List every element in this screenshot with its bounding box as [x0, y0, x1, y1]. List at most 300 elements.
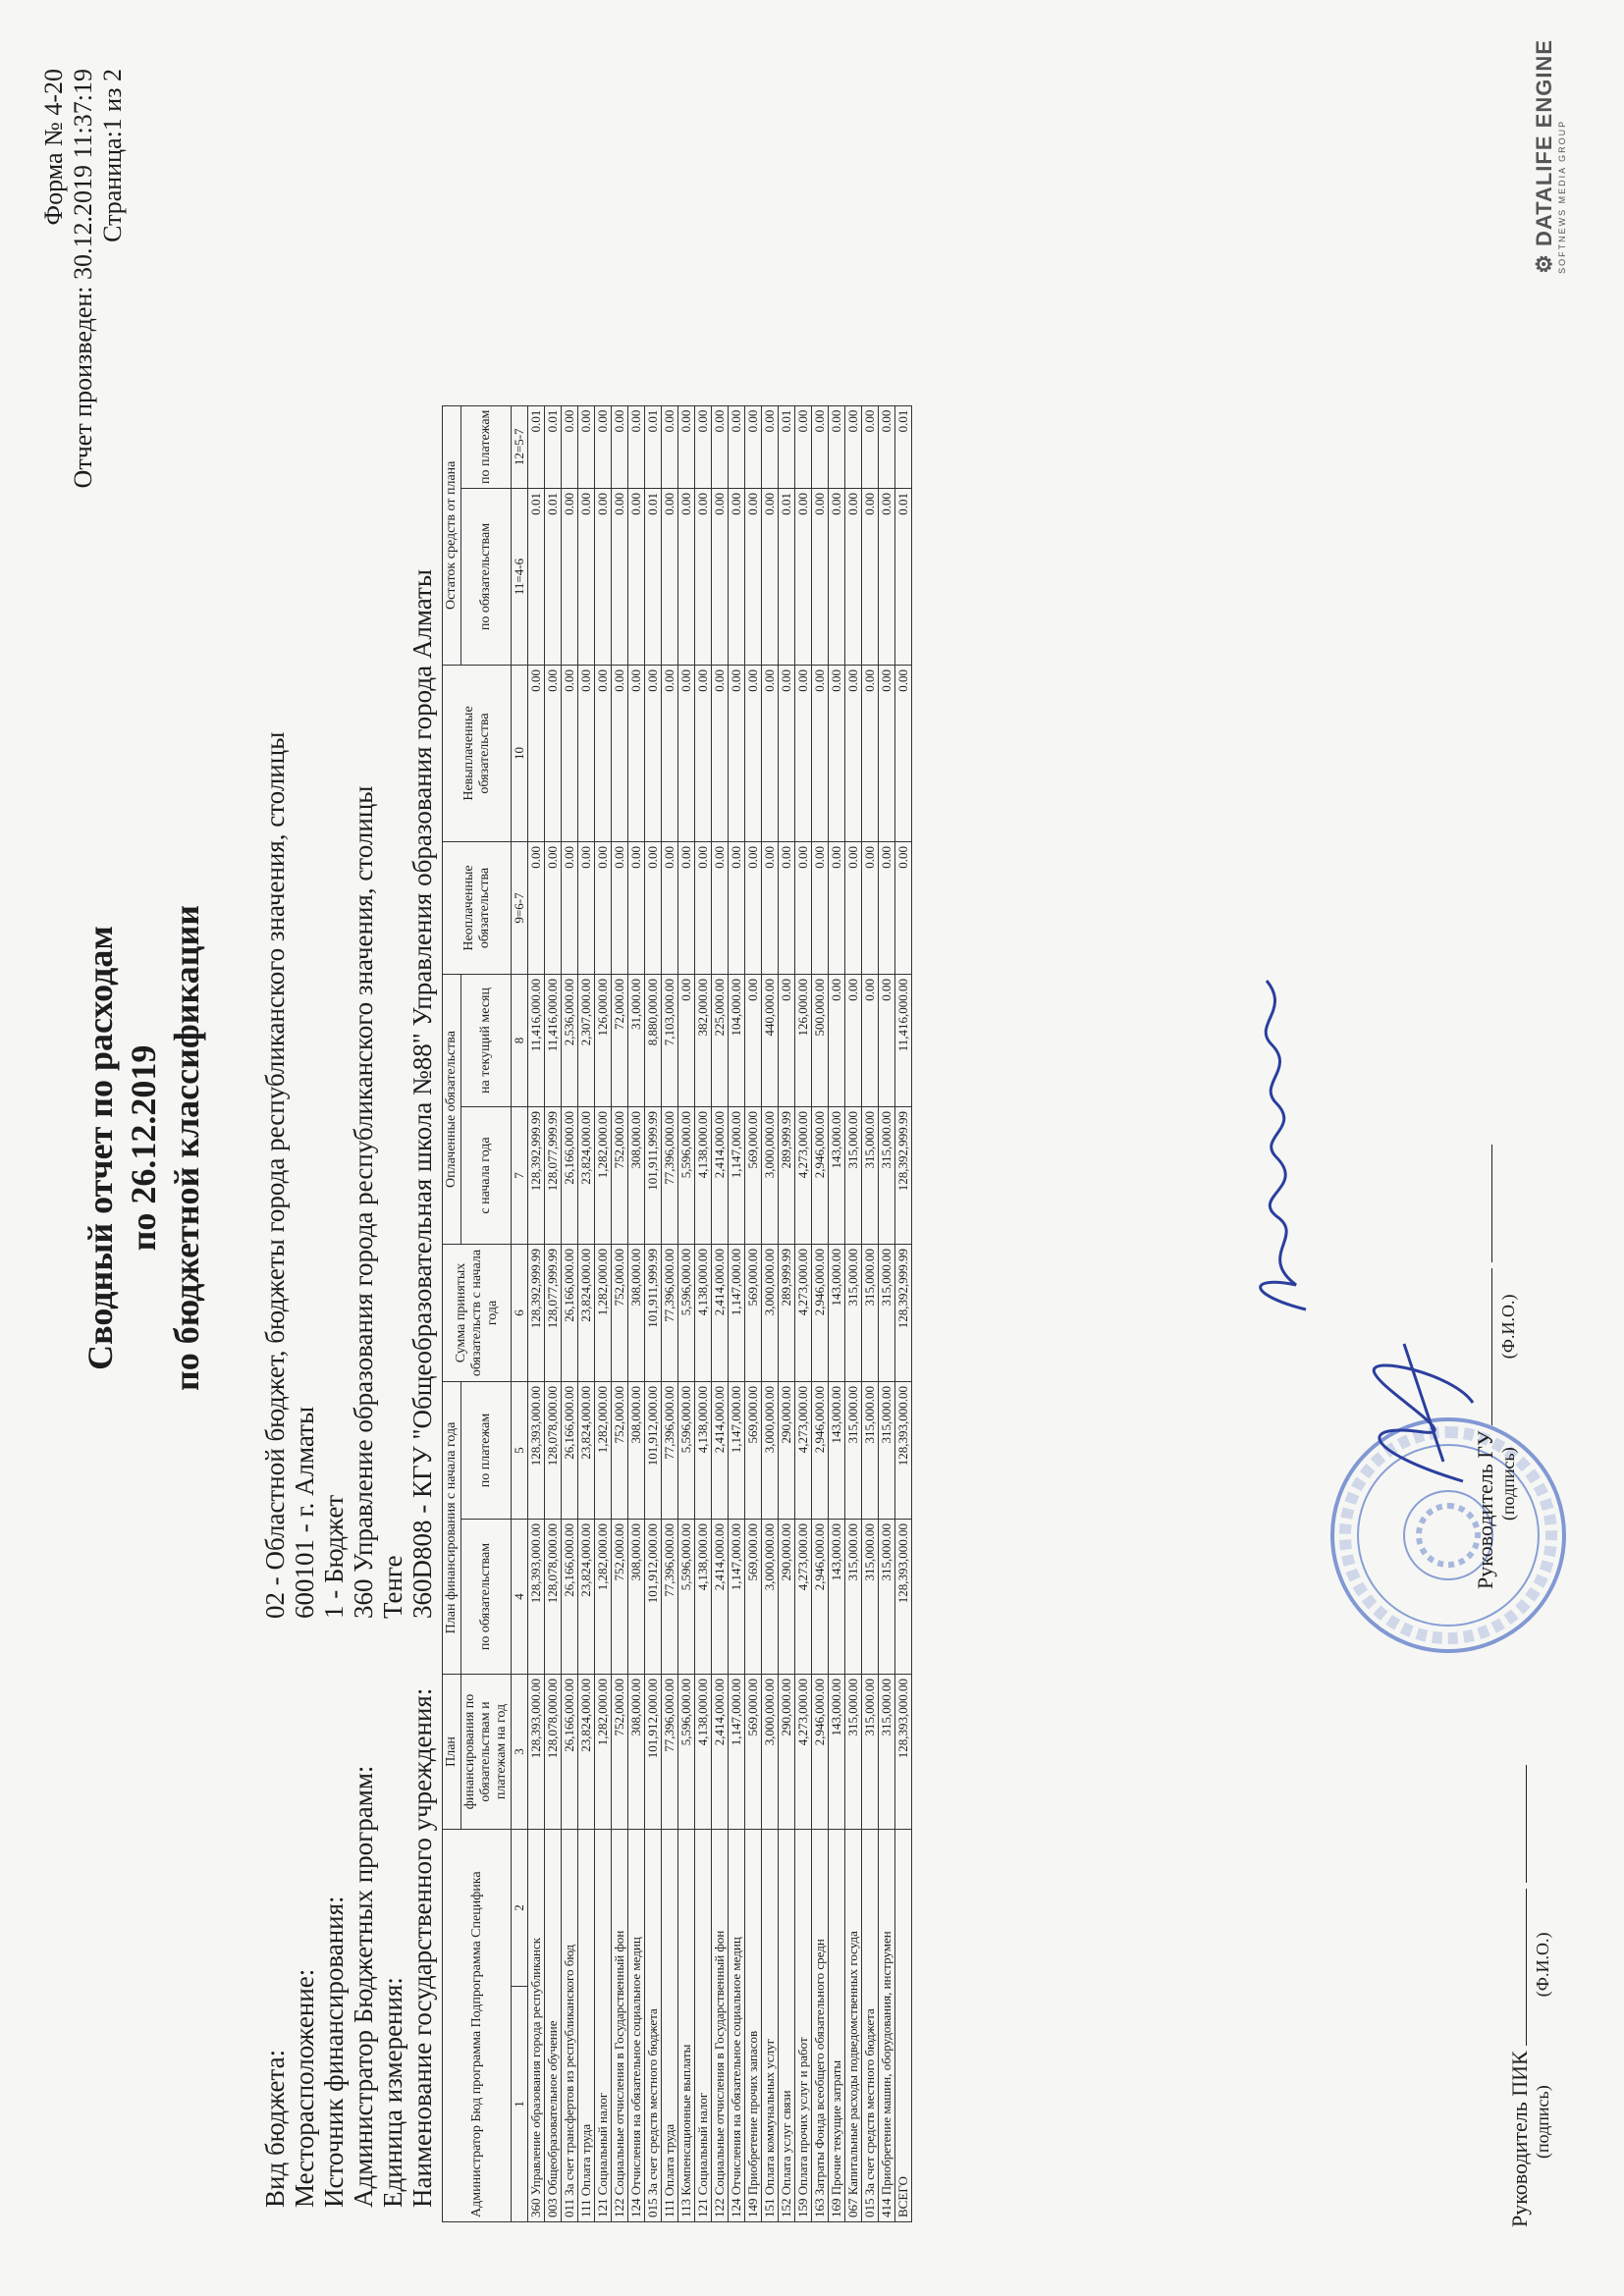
- header-plan-ytd-group: План финансирования с начала года: [443, 1382, 461, 1675]
- row-value: 26,166,000.00: [562, 1675, 578, 1830]
- row-value: 315,000.00: [862, 1107, 879, 1245]
- row-value: 1,147,000.00: [729, 1107, 745, 1245]
- row-value: 0.00: [762, 666, 779, 842]
- row-value: 128,393,000.00: [895, 1675, 912, 1830]
- row-value: 0.00: [628, 842, 645, 975]
- row-value: 101,911,999.99: [645, 1107, 662, 1245]
- row-value: 0.00: [628, 489, 645, 666]
- row-value: 0.00: [745, 405, 762, 488]
- table-body: [528, 405, 912, 2221]
- signature-fio: [1237, 961, 1326, 1314]
- header-admin: [443, 1830, 512, 2222]
- row-value: 315,000.00: [862, 1675, 879, 1830]
- report-date: по 26.12.2019: [124, 1044, 163, 1252]
- row-name: 122 Социальные отчисления в Государственный фон: [712, 1830, 729, 2222]
- row-value: 2,414,000.00: [712, 1245, 729, 1382]
- row-name: 121 Социальный налог: [595, 1830, 612, 2222]
- row-value: 0.00: [762, 405, 779, 488]
- footer-pik-hints: [1533, 1765, 1553, 2227]
- row-value: 0.00: [845, 405, 862, 488]
- table-row: [762, 405, 779, 2221]
- table-row: [862, 405, 879, 2221]
- row-value: 0.00: [562, 489, 578, 666]
- row-value: 0.00: [862, 405, 879, 488]
- row-value: 126,000.00: [595, 975, 612, 1107]
- row-value: 315,000.00: [862, 1520, 879, 1675]
- datalife-watermark: [1532, 39, 1567, 274]
- row-value: 11,416,000.00: [895, 975, 912, 1107]
- row-name: 011 За счет трансфертов из республиканского бюд: [562, 1830, 578, 2222]
- row-value: 128,393,000.00: [895, 1520, 912, 1675]
- row-value: 26,166,000.00: [562, 1520, 578, 1675]
- row-value: 77,396,000.00: [662, 1382, 678, 1520]
- row-value: 752,000.00: [612, 1382, 628, 1520]
- meta-label: Наименование государственного учреждения:: [407, 1687, 437, 2208]
- row-value: 0.00: [845, 975, 862, 1107]
- row-value: 4,138,000.00: [695, 1245, 712, 1382]
- row-value: 0.00: [578, 666, 595, 842]
- row-value: 308,000.00: [628, 1520, 645, 1675]
- row-value: 1,282,000.00: [595, 1107, 612, 1245]
- row-value: 0.00: [795, 405, 812, 488]
- footer-pik-line2: [1526, 1765, 1527, 1883]
- row-value: 290,000.00: [779, 1675, 795, 1830]
- row-value: 11,416,000.00: [528, 975, 545, 1107]
- row-value: 0.00: [862, 666, 879, 842]
- header-unpaid-pay: Невыплаченные обязательства: [443, 666, 512, 842]
- row-value: 5,596,000.00: [678, 1520, 695, 1675]
- footer-pik-line: [1526, 1889, 1527, 2046]
- row-value: 0.00: [745, 666, 762, 842]
- row-value: 7,103,000.00: [662, 975, 678, 1107]
- row-value: 315,000.00: [845, 1245, 862, 1382]
- row-value: 0.00: [678, 842, 695, 975]
- row-value: 0.00: [745, 489, 762, 666]
- row-value: 4,138,000.00: [695, 1107, 712, 1245]
- row-value: 289,999.99: [779, 1245, 795, 1382]
- row-value: 0.00: [779, 666, 795, 842]
- row-value: 0.00: [678, 666, 695, 842]
- row-value: 0.00: [662, 405, 678, 488]
- row-value: 0.00: [678, 489, 695, 666]
- row-value: 128,078,000.00: [545, 1520, 562, 1675]
- row-value: 0.01: [645, 489, 662, 666]
- row-value: 752,000.00: [612, 1245, 628, 1382]
- meta-value: 360 Управление образования города республиканского значения, столицы: [349, 785, 378, 1619]
- row-value: 23,824,000.00: [578, 1245, 595, 1382]
- row-name: 067 Капитальные расходы подведомственных госуда: [845, 1830, 862, 2222]
- row-value: 126,000.00: [795, 975, 812, 1107]
- row-value: 315,000.00: [845, 1107, 862, 1245]
- row-value: 569,000.00: [745, 1245, 762, 1382]
- row-value: 4,138,000.00: [695, 1675, 712, 1830]
- row-value: 23,824,000.00: [578, 1382, 595, 1520]
- row-value: 77,396,000.00: [662, 1245, 678, 1382]
- report-title: Сводный отчет по расходам: [81, 926, 120, 1370]
- row-value: 4,273,000.00: [795, 1107, 812, 1245]
- row-value: 0.01: [645, 405, 662, 488]
- row-value: 128,392,999.99: [528, 1245, 545, 1382]
- table-row: [578, 405, 595, 2221]
- row-value: 0.00: [628, 666, 645, 842]
- watermark-sub: SOFTNEWS MEDIA GROUP: [1557, 119, 1567, 274]
- row-value: 8,880,000.00: [645, 975, 662, 1107]
- index-cell: 6: [512, 1245, 528, 1382]
- budget-table: [442, 405, 912, 2222]
- row-value: 1,282,000.00: [595, 1382, 612, 1520]
- row-value: 0.00: [662, 666, 678, 842]
- row-value: 0.00: [812, 842, 829, 975]
- row-value: 0.00: [712, 405, 729, 488]
- row-name: 124 Отчисления на обязательное социальное медиц: [729, 1830, 745, 2222]
- row-value: 0.00: [879, 489, 895, 666]
- meta-row: [319, 569, 349, 2208]
- row-value: 26,166,000.00: [562, 1382, 578, 1520]
- row-value: 308,000.00: [628, 1382, 645, 1520]
- row-value: 128,077,999.99: [545, 1245, 562, 1382]
- table-row: [745, 405, 762, 2221]
- row-value: 0.00: [578, 842, 595, 975]
- row-value: 1,147,000.00: [729, 1520, 745, 1675]
- header-plan-pay: по платежам: [461, 1382, 512, 1520]
- header-paid-ytd: с начала года: [461, 1107, 512, 1245]
- row-name: 163 Затраты Фонда всеобщего обязательного средн: [812, 1830, 829, 2222]
- row-value: 5,596,000.00: [678, 1382, 695, 1520]
- row-value: 0.01: [545, 489, 562, 666]
- index-cell: 12=5-7: [512, 405, 528, 488]
- row-value: 4,273,000.00: [795, 1675, 812, 1830]
- row-value: 0.00: [695, 489, 712, 666]
- report-meta: [260, 569, 437, 2208]
- meta-value: 600101 - г. Алматы: [290, 1406, 319, 1619]
- table-row: [879, 405, 895, 2221]
- row-name: 152 Оплата услуг связи: [779, 1830, 795, 2222]
- table-row: [662, 405, 678, 2221]
- row-value: 440,000.00: [762, 975, 779, 1107]
- row-value: 0.00: [645, 842, 662, 975]
- row-value: 0.00: [729, 842, 745, 975]
- row-value: 752,000.00: [612, 1520, 628, 1675]
- index-cell: 1: [512, 1987, 528, 2222]
- row-name: 121 Социальный налог: [695, 1830, 712, 2222]
- table-row: [678, 405, 695, 2221]
- row-value: 128,078,000.00: [545, 1675, 562, 1830]
- row-value: 0.00: [762, 842, 779, 975]
- row-value: 0.00: [612, 842, 628, 975]
- row-value: 2,414,000.00: [712, 1520, 729, 1675]
- row-value: 3,000,000.00: [762, 1675, 779, 1830]
- row-value: 0.00: [795, 842, 812, 975]
- row-value: 128,393,000.00: [528, 1675, 545, 1830]
- row-value: 143,000.00: [829, 1520, 845, 1675]
- meta-row: [407, 569, 437, 2208]
- row-name: ВСЕГО: [895, 1830, 912, 2222]
- row-value: 382,000.00: [695, 975, 712, 1107]
- row-value: 4,273,000.00: [795, 1520, 812, 1675]
- row-value: 128,393,000.00: [895, 1382, 912, 1520]
- row-value: 2,536,000.00: [562, 975, 578, 1107]
- row-value: 0.00: [795, 666, 812, 842]
- form-number: Форма № 4-20: [39, 69, 68, 226]
- row-value: 128,077,999.99: [545, 1107, 562, 1245]
- row-value: 0.00: [829, 405, 845, 488]
- row-value: 2,414,000.00: [712, 1382, 729, 1520]
- row-value: 4,273,000.00: [795, 1382, 812, 1520]
- meta-label: Источник финансирования:: [319, 1896, 349, 2208]
- row-value: 0.00: [712, 666, 729, 842]
- fio-hint: (Ф.И.О.): [1533, 1932, 1552, 1998]
- row-value: 752,000.00: [612, 1675, 628, 1830]
- row-value: 315,000.00: [845, 1382, 862, 1520]
- header-plan-oblig: по обязательствам: [461, 1520, 512, 1675]
- row-value: 31,000.00: [628, 975, 645, 1107]
- report-subtitle: по бюджетной классификации: [167, 905, 206, 1391]
- footer-gu-label: Руководитель ГУ: [1473, 1430, 1497, 1589]
- row-value: 143,000.00: [829, 1245, 845, 1382]
- row-value: 315,000.00: [879, 1107, 895, 1245]
- row-value: 569,000.00: [745, 1520, 762, 1675]
- row-value: 315,000.00: [862, 1382, 879, 1520]
- row-value: 0.00: [562, 405, 578, 488]
- row-value: 0.00: [779, 975, 795, 1107]
- row-value: 0.00: [578, 405, 595, 488]
- row-value: 0.00: [812, 666, 829, 842]
- row-value: 315,000.00: [845, 1675, 862, 1830]
- row-value: 5,596,000.00: [678, 1107, 695, 1245]
- signature-hint: (подпись): [1533, 2085, 1552, 2159]
- row-value: 2,946,000.00: [812, 1245, 829, 1382]
- row-value: 0.00: [829, 666, 845, 842]
- row-value: 0.01: [895, 489, 912, 666]
- header-sum-accepted: Сумма принятых обязательств с начала года: [443, 1245, 512, 1382]
- meta-row: [349, 569, 378, 2208]
- row-value: 308,000.00: [628, 1107, 645, 1245]
- row-name: 414 Приобретение машин, оборудования, инструмен: [879, 1830, 895, 2222]
- row-value: 1,147,000.00: [729, 1675, 745, 1830]
- row-value: 290,000.00: [779, 1382, 795, 1520]
- footer-gu-line: [1491, 1268, 1492, 1425]
- row-value: 3,000,000.00: [762, 1520, 779, 1675]
- row-value: 23,824,000.00: [578, 1520, 595, 1675]
- row-value: 0.00: [612, 666, 628, 842]
- row-value: 569,000.00: [745, 1675, 762, 1830]
- row-value: 0.00: [729, 405, 745, 488]
- row-value: 0.00: [829, 842, 845, 975]
- row-value: 0.00: [729, 666, 745, 842]
- row-name: 124 Отчисления на обязательное социальное медиц: [628, 1830, 645, 2222]
- row-value: 569,000.00: [745, 1107, 762, 1245]
- row-value: 0.00: [829, 975, 845, 1107]
- row-value: 0.00: [595, 489, 612, 666]
- table-row: [528, 405, 545, 2221]
- row-value: 0.00: [528, 666, 545, 842]
- index-cell: 8: [512, 975, 528, 1107]
- row-value: 315,000.00: [862, 1245, 879, 1382]
- row-value: 0.00: [545, 842, 562, 975]
- row-name: 111 Оплата труда: [578, 1830, 595, 2222]
- row-name: 149 Приобретение прочих запасов: [745, 1830, 762, 2222]
- row-value: 101,912,000.00: [645, 1520, 662, 1675]
- page-counter: Страница:1 из 2: [98, 69, 127, 242]
- row-value: 0.01: [779, 489, 795, 666]
- row-value: 0.00: [845, 666, 862, 842]
- table-row: [779, 405, 795, 2221]
- row-value: 128,392,999.99: [895, 1245, 912, 1382]
- row-name: 151 Оплата коммунальных услуг: [762, 1830, 779, 2222]
- row-value: 0.00: [628, 405, 645, 488]
- meta-row: [378, 569, 407, 2208]
- row-value: 0.00: [678, 405, 695, 488]
- table-header: [443, 405, 528, 2221]
- index-cell: 10: [512, 666, 528, 842]
- table-row: [545, 405, 562, 2221]
- generated-timestamp: Отчет произведен: 30.12.2019 11:37:19: [69, 69, 97, 489]
- row-value: 3,000,000.00: [762, 1107, 779, 1245]
- row-value: 2,414,000.00: [712, 1107, 729, 1245]
- header-admin-text: Администратор Бюд программа Подпрограмма Специфика: [468, 1871, 484, 2217]
- table-row: [562, 405, 578, 2221]
- table-row: [645, 405, 662, 2221]
- row-value: 0.00: [795, 489, 812, 666]
- signature-hint: (подпись): [1498, 1447, 1518, 1521]
- header-paid-month: на текущий месяц: [461, 975, 512, 1107]
- row-value: 0.00: [612, 489, 628, 666]
- footer-pik: [1507, 1765, 1553, 2227]
- row-value: 0.00: [595, 405, 612, 488]
- row-value: 0.00: [595, 842, 612, 975]
- row-value: 315,000.00: [879, 1245, 895, 1382]
- row-value: 2,414,000.00: [712, 1675, 729, 1830]
- signature-gu: [1345, 1334, 1492, 1491]
- row-value: 104,000.00: [729, 975, 745, 1107]
- row-value: 128,392,999.99: [895, 1107, 912, 1245]
- row-value: 128,392,999.99: [528, 1107, 545, 1245]
- row-value: 0.00: [578, 489, 595, 666]
- index-cell: 9=6-7: [512, 842, 528, 975]
- row-value: 0.00: [779, 842, 795, 975]
- row-value: 101,911,999.99: [645, 1245, 662, 1382]
- table-row: [595, 405, 612, 2221]
- row-value: 143,000.00: [829, 1107, 845, 1245]
- footer-gu-hints: [1498, 1145, 1519, 1589]
- row-value: 0.00: [695, 666, 712, 842]
- table-row: [795, 405, 812, 2221]
- row-value: 77,396,000.00: [662, 1107, 678, 1245]
- footer-gu: [1473, 1145, 1519, 1589]
- row-value: 0.00: [762, 489, 779, 666]
- row-value: 143,000.00: [829, 1382, 845, 1520]
- watermark-logo-icon: ⚙: [1532, 253, 1556, 274]
- row-value: 2,307,000.00: [578, 975, 595, 1107]
- row-value: 1,282,000.00: [595, 1245, 612, 1382]
- table-row: [712, 405, 729, 2221]
- row-value: 5,596,000.00: [678, 1675, 695, 1830]
- row-value: 569,000.00: [745, 1382, 762, 1520]
- meta-label: Вид бюджета:: [260, 2049, 290, 2208]
- watermark-main: DATALIFE ENGINE: [1532, 39, 1556, 246]
- row-value: 0.00: [879, 975, 895, 1107]
- row-value: 289,999.99: [779, 1107, 795, 1245]
- row-name: 015 За счет средств местного бюджета: [862, 1830, 879, 2222]
- row-value: 3,000,000.00: [762, 1245, 779, 1382]
- row-value: 0.01: [528, 405, 545, 488]
- index-cell: 3: [512, 1675, 528, 1830]
- row-value: 128,393,000.00: [528, 1382, 545, 1520]
- row-value: 4,138,000.00: [695, 1382, 712, 1520]
- row-name: 122 Социальные отчисления в Государственный фон: [612, 1830, 628, 2222]
- row-name: 159 Оплата прочих услуг и работ: [795, 1830, 812, 2222]
- table-row: [729, 405, 745, 2221]
- row-value: 0.01: [895, 405, 912, 488]
- row-value: 11,416,000.00: [545, 975, 562, 1107]
- total-row: [895, 405, 912, 2221]
- meta-row: [290, 569, 319, 2208]
- row-value: 0.00: [812, 489, 829, 666]
- row-name: 003 Общеобразовательное обучение: [545, 1830, 562, 2222]
- row-value: 2,946,000.00: [812, 1520, 829, 1675]
- header-plan-group: План: [443, 1675, 461, 1830]
- row-value: 315,000.00: [845, 1520, 862, 1675]
- row-value: 315,000.00: [879, 1675, 895, 1830]
- row-value: 0.01: [545, 405, 562, 488]
- row-value: 0.00: [745, 842, 762, 975]
- row-value: 1,282,000.00: [595, 1520, 612, 1675]
- row-value: 0.00: [678, 975, 695, 1107]
- row-value: 0.00: [862, 489, 879, 666]
- row-value: 0.00: [712, 842, 729, 975]
- row-value: 0.00: [812, 405, 829, 488]
- footer-gu-line2: [1491, 1145, 1492, 1262]
- table-row: [812, 405, 829, 2221]
- row-value: 0.00: [528, 842, 545, 975]
- row-value: 290,000.00: [779, 1520, 795, 1675]
- header-plan: финансирования по обязательствам и платежам на год: [461, 1675, 512, 1830]
- meta-row: [260, 569, 290, 2208]
- row-value: 23,824,000.00: [578, 1107, 595, 1245]
- row-value: 26,166,000.00: [562, 1245, 578, 1382]
- row-value: 0.00: [562, 842, 578, 975]
- row-value: 308,000.00: [628, 1675, 645, 1830]
- row-value: 0.00: [662, 842, 678, 975]
- meta-value: 02 - Областной бюджет, бюджеты города республиканского значения, столицы: [260, 731, 290, 1619]
- row-value: 3,000,000.00: [762, 1382, 779, 1520]
- row-value: 4,138,000.00: [695, 1520, 712, 1675]
- row-value: 101,912,000.00: [645, 1675, 662, 1830]
- row-value: 0.00: [879, 842, 895, 975]
- meta-value: 360D808 - КГУ "Общеобразовательная школа №88" Управления образования города Алматы: [407, 569, 437, 1619]
- header-remain-oblig: по обязательствам: [461, 489, 512, 666]
- row-value: 0.00: [695, 842, 712, 975]
- row-value: 0.00: [712, 489, 729, 666]
- row-value: 0.00: [545, 666, 562, 842]
- row-value: 752,000.00: [612, 1107, 628, 1245]
- row-value: 0.00: [745, 975, 762, 1107]
- row-name: 113 Компенсационные выплаты: [678, 1830, 695, 2222]
- row-value: 77,396,000.00: [662, 1675, 678, 1830]
- index-cell: 2: [512, 1830, 528, 1987]
- table-row: [845, 405, 862, 2221]
- row-value: 0.00: [829, 489, 845, 666]
- row-value: 0.01: [779, 405, 795, 488]
- row-value: 0.00: [895, 842, 912, 975]
- row-name: 015 За счет средств местного бюджета: [645, 1830, 662, 2222]
- row-value: 72,000.00: [612, 975, 628, 1107]
- row-value: 315,000.00: [879, 1382, 895, 1520]
- header-remain-pay: по платежам: [461, 405, 512, 488]
- index-cell: 11=4-6: [512, 489, 528, 666]
- footer-pik-label: Руководитель ПИК: [1507, 2051, 1532, 2227]
- row-value: 0.00: [879, 405, 895, 488]
